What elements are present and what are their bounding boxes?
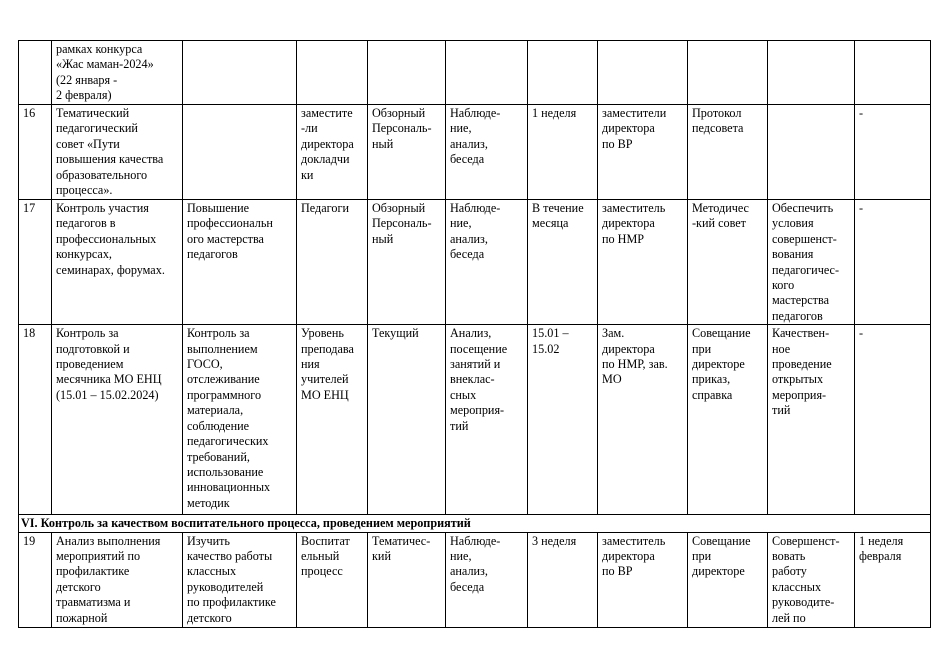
- control-type-cell: [368, 41, 446, 105]
- table-row: [19, 41, 931, 105]
- control-content-cell: Контроль участия педагогов в профессиональных конкурсах, семинарах, форумах.: [52, 200, 183, 325]
- control-type-cell: Тематичес- кий: [368, 532, 446, 627]
- section-title: VI. Контроль за качеством воспитательного процесса, проведением мероприятий: [19, 515, 931, 532]
- responsible-cell: заместитель директора по НМР: [598, 200, 688, 325]
- summary-place-cell: Методичес -кий совет: [688, 200, 768, 325]
- control-object-cell: заместите -ли директора докладчи ки: [297, 105, 368, 200]
- control-content-cell: Тематический педагогический совет «Пути повышения качества образовательного процесса».: [52, 105, 183, 200]
- summary-place-cell: [688, 41, 768, 105]
- control-method-cell: Наблюде- ние, анализ, беседа: [446, 532, 528, 627]
- table-row: [19, 532, 931, 627]
- row-number: [19, 41, 52, 105]
- control-period-cell: В течение месяца: [528, 200, 598, 325]
- management-decision-cell: [768, 41, 855, 105]
- control-object-cell: Воспитат ельный процесс: [297, 532, 368, 627]
- control-type-cell: Текущий: [368, 325, 446, 515]
- control-period-cell: 15.01 – 15.02: [528, 325, 598, 515]
- control-plan-table: [18, 40, 931, 628]
- control-period-cell: [528, 41, 598, 105]
- responsible-cell: [598, 41, 688, 105]
- section-heading-row: [19, 515, 931, 532]
- control-object-cell: Уровень преподава ния учителей МО ЕНЦ: [297, 325, 368, 515]
- control-period-cell: 3 неделя: [528, 532, 598, 627]
- repeat-control-cell: -: [855, 200, 931, 325]
- control-content-cell: рамках конкурса «Жас маман-2024» (22 января - 2 февраля): [52, 41, 183, 105]
- control-type-cell: Обзорный Персональ- ный: [368, 200, 446, 325]
- control-method-cell: Анализ, посещение занятий и внеклас- сных мероприя- тий: [446, 325, 528, 515]
- control-goal-cell: [183, 105, 297, 200]
- control-method-cell: Наблюде- ние, анализ, беседа: [446, 105, 528, 200]
- summary-place-cell: Совещание при директоре: [688, 532, 768, 627]
- row-number: 16: [19, 105, 52, 200]
- control-object-cell: [297, 41, 368, 105]
- control-goal-cell: [183, 41, 297, 105]
- row-number: 19: [19, 532, 52, 627]
- management-decision-cell: Обеспечить условия совершенст- вования педагогичес- кого мастерства педагогов: [768, 200, 855, 325]
- repeat-control-cell: -: [855, 105, 931, 200]
- control-goal-cell: Контроль за выполнением ГОСО, отслеживание программного материала, соблюдение педагогических требований, использование инновационных методик: [183, 325, 297, 515]
- repeat-control-cell: 1 неделя февраля: [855, 532, 931, 627]
- repeat-control-cell: -: [855, 325, 931, 515]
- control-content-cell: Анализ выполнения мероприятий по профилактике детского травматизма и пожарной: [52, 532, 183, 627]
- control-goal-cell: Повышение профессиональн ого мастерства педагогов: [183, 200, 297, 325]
- control-goal-cell: Изучить качество работы классных руководителей по профилактике детского: [183, 532, 297, 627]
- control-object-cell: Педагоги: [297, 200, 368, 325]
- management-decision-cell: [768, 105, 855, 200]
- table-row: [19, 200, 931, 325]
- control-period-cell: 1 неделя: [528, 105, 598, 200]
- summary-place-cell: Совещание при директоре приказ, справка: [688, 325, 768, 515]
- management-decision-cell: Качествен- ное проведение открытых мероприя- тий: [768, 325, 855, 515]
- control-content-cell: Контроль за подготовкой и проведением месячника МО ЕНЦ (15.01 – 15.02.2024): [52, 325, 183, 515]
- repeat-control-cell: [855, 41, 931, 105]
- responsible-cell: заместители директора по ВР: [598, 105, 688, 200]
- table-row: [19, 325, 931, 515]
- responsible-cell: заместитель директора по ВР: [598, 532, 688, 627]
- control-method-cell: [446, 41, 528, 105]
- row-number: 17: [19, 200, 52, 325]
- row-number: 18: [19, 325, 52, 515]
- management-decision-cell: Совершенст- вовать работу классных руководите- лей по: [768, 532, 855, 627]
- summary-place-cell: Протокол педсовета: [688, 105, 768, 200]
- control-type-cell: Обзорный Персональ- ный: [368, 105, 446, 200]
- responsible-cell: Зам. директора по НМР, зав. МО: [598, 325, 688, 515]
- table-row: [19, 105, 931, 200]
- control-method-cell: Наблюде- ние, анализ, беседа: [446, 200, 528, 325]
